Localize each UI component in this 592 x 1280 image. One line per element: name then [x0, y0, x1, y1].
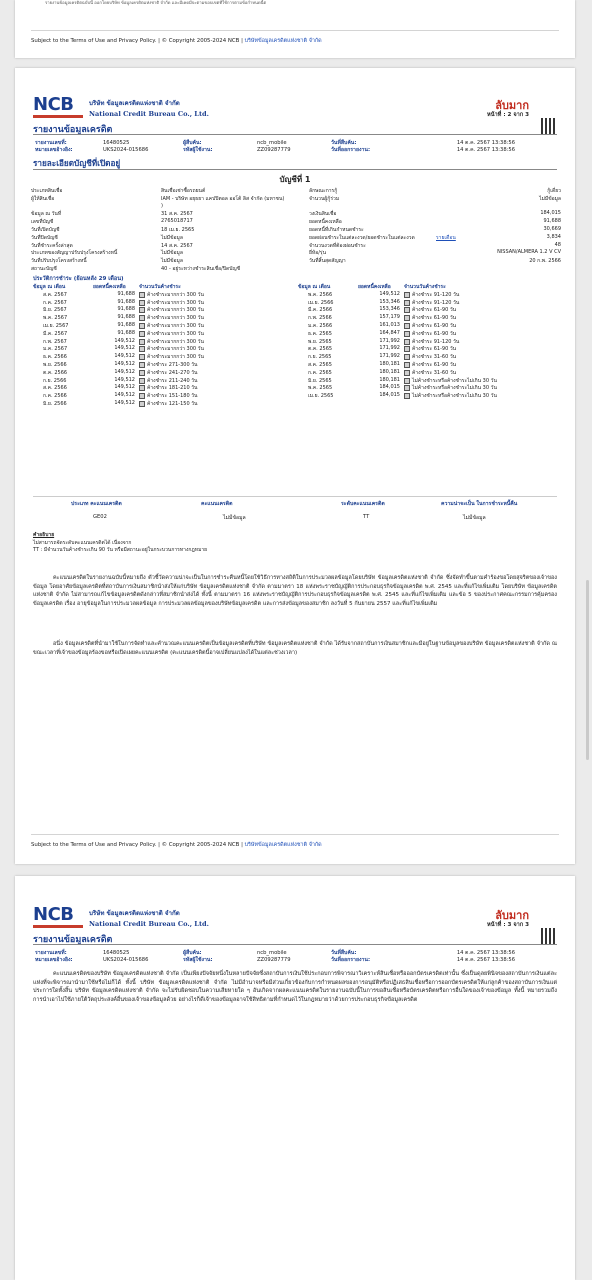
section-title: รายละเอียดบัญชีที่เปิดอยู่: [33, 158, 121, 168]
detail-value: 2765018717: [161, 218, 193, 225]
detail-label: ยอดหนี้ที่เกินกำหนดชำระ: [309, 226, 364, 233]
status-box-icon: [404, 346, 410, 352]
status-box-icon: [404, 300, 410, 306]
history-row: เม.ย. 2565 184,015 ไม่ค้างชำระหรือค้างชำระไม่เกิน 30 วัน: [308, 392, 497, 400]
history-column: [33, 283, 283, 408]
history-row: ก.ค. 2566 149,512 ค้างชำระ 151-180 วัน: [43, 392, 198, 400]
detail-value: สินเชื่อเช่าซื้อรถยนต์: [161, 188, 206, 194]
status-box-icon: [404, 315, 410, 321]
detail-row: [31, 257, 561, 265]
detail-label: วันที่เปิดบัญชี: [31, 226, 60, 233]
status-box-icon: [139, 370, 145, 376]
page-number: หน้าที่ : 2 จาก 3: [487, 112, 529, 118]
detail-label: วันที่ปรับปรุงโครงสร้างหนี้: [31, 258, 87, 265]
report-title: รายงานข้อมูลเครดิต: [33, 125, 113, 135]
score-value-cell: ไม่มีข้อมูล: [223, 515, 246, 521]
company-name: บริษัท ข้อมูลเครดิตแห่งชาติ จำกัด National Credit Bureau Co., Ltd.: [89, 100, 209, 118]
confidential-label: ลับมาก: [495, 99, 529, 112]
detail-label: วงเงินสินเชื่อ: [309, 211, 337, 218]
status-box-icon: [404, 323, 410, 329]
report-header: [33, 96, 557, 140]
detail-value: 30,669: [543, 225, 561, 232]
report-meta: รายงานเลขที่: 16480525 ผู้สืบค้น: ncb_mobile วันที่สืบค้น: 14 ต.ค. 2567 13:38:56 หมายเลขอ้างอิง: UKS2024-015686 รหัสผู้ใช้งาน: ZZ09287779 วันที่ออกรายงาน: 14 ต.ค. 2567 13:38:56: [35, 139, 515, 153]
detail-label: วันที่สิ้นสุดสัญญา: [309, 258, 346, 265]
history-row: พ.ค. 2567 91,688 ค้างชำระมากกว่า 300 วัน: [43, 314, 204, 322]
status-box-icon: [139, 307, 145, 313]
history-row: ก.ย. 2565 171,992 ค้างชำระ 31-60 วัน: [308, 353, 457, 361]
report-header: [33, 906, 557, 950]
history-row: ก.พ. 2566 157,179 ค้างชำระ 61-90 วัน: [308, 314, 457, 322]
detail-label: ประเภทของสัญญาปรับปรุงโครงสร้างหนี้: [31, 250, 118, 257]
score-value-cell: TT: [363, 514, 370, 520]
detail-label: จำนวนงวดที่ต้องผ่อนชำระ: [309, 242, 366, 249]
installment-type-link[interactable]: รายเดือน: [436, 234, 456, 241]
detail-value: 18 เม.ย. 2565: [161, 226, 195, 233]
page-number: หน้าที่ : 3 จาก 3: [487, 922, 529, 928]
footer-link[interactable]: บริษัทข้อมูลเครดิตแห่งชาติ จำกัด: [244, 38, 322, 44]
history-row: ส.ค. 2567 91,688 ค้างชำระมากกว่า 300 วัน: [43, 290, 204, 298]
report-title: รายงานข้อมูลเครดิต: [33, 935, 113, 945]
history-row: ม.ค. 2566 161,013 ค้างชำระ 61-90 วัน: [308, 321, 457, 329]
detail-row: [31, 210, 561, 218]
history-row: ก.พ. 2567 149,512 ค้างชำระมากกว่า 300 วัน: [43, 337, 204, 345]
detail-label: เลขที่บัญชี: [31, 219, 54, 226]
status-box-icon: [139, 401, 145, 407]
detail-value: 48: [554, 241, 561, 248]
report-meta: รายงานเลขที่: 16480525 ผู้สืบค้น: ncb_mobile วันที่สืบค้น: 14 ต.ค. 2567 13:38:56 หมายเลขอ้างอิง: UKS2024-015686 รหัสผู้ใช้งาน: ZZ09287779 วันที่ออกรายงาน: 14 ต.ค. 2567 13:38:56: [35, 949, 515, 963]
score-value-cell: ไม่มีข้อมูล: [463, 515, 486, 521]
detail-label: วันที่ปิดบัญชี: [31, 234, 58, 241]
detail-row: [31, 195, 561, 203]
detail-label: ข้อมูล ณ วันที่: [31, 211, 62, 218]
status-box-icon: [139, 393, 145, 399]
score-header-cell: ระดับคะแนนเครดิต: [341, 501, 385, 507]
detail-value: ไม่มีข้อมูล: [539, 195, 561, 202]
status-box-icon: [404, 292, 410, 298]
detail-value: ไม่มีข้อมูล: [161, 234, 183, 241]
detail-label: ลักษณะการกู้: [309, 188, 338, 194]
history-row: ธ.ค. 2565 164,847 ค้างชำระ 61-90 วัน: [308, 329, 457, 337]
history-row: ต.ค. 2565 171,992 ค้างชำระ 61-90 วัน: [308, 345, 457, 353]
history-row: เม.ย. 2566 153,346 ค้างชำระ 91-120 วัน: [308, 298, 460, 306]
status-box-icon: [139, 315, 145, 321]
company-name: บริษัท ข้อมูลเครดิตแห่งชาติ จำกัด National Credit Bureau Co., Ltd.: [89, 910, 209, 928]
history-row: พ.ย. 2565 171,992 ค้างชำระ 91-120 วัน: [308, 337, 460, 345]
page-footer: Subject to the Terms of Use and Privacy Policy. | © Copyright 2005-2024 NCB | บริษัทข้อมูลเครดิตแห่งชาติ จำกัด: [31, 30, 559, 45]
detail-value: กู้เดี่ยว: [547, 188, 561, 194]
history-row: มิ.ย. 2567 91,688 ค้างชำระมากกว่า 300 วัน: [43, 306, 204, 314]
history-row: มิ.ย. 2565 180,181 ไม่ค้างชำระหรือค้างชำระไม่เกิน 30 วัน: [308, 376, 497, 384]
history-row: มี.ค. 2567 91,688 ค้างชำระมากกว่า 300 วัน: [43, 329, 204, 337]
status-box-icon: [404, 378, 410, 384]
detail-label: ยี่ห้อ/รุ่น: [309, 250, 327, 257]
history-row: ต.ค. 2566 149,512 ค้างชำระ 241-270 วัน: [43, 368, 198, 376]
detail-label: ยอดผ่อนชำระในแต่ละงวด/ยอดชำระในแต่ละงวด: [309, 234, 415, 241]
ncb-logo: NCB: [33, 96, 85, 120]
status-box-icon: [404, 354, 410, 360]
detail-value: 91,688: [543, 218, 561, 225]
detail-row: [31, 249, 561, 257]
history-header: ข้อมูล ณ เดือน ยอดหนี้คงเหลือ จำนวนวันค้างชำระ: [33, 284, 181, 290]
status-box-icon: [139, 354, 145, 360]
history-row: มิ.ย. 2566 149,512 ค้างชำระ 121-150 วัน: [43, 399, 198, 407]
history-row: ส.ค. 2565 180,181 ค้างชำระ 61-90 วัน: [308, 360, 457, 368]
detail-row: [31, 203, 561, 211]
status-box-icon: [139, 331, 145, 337]
status-box-icon: [139, 323, 145, 329]
status-box-icon: [404, 331, 410, 337]
detail-label: สถานะบัญชี: [31, 265, 57, 272]
detail-label: ผู้ให้สินเชื่อ: [31, 195, 55, 202]
history-row: พ.ค. 2566 149,512 ค้างชำระ 91-120 วัน: [308, 290, 460, 298]
detail-value: ): [161, 202, 163, 209]
history-title: ประวัติการชำระ (ย้อนหลัง 29 เดือน): [33, 276, 124, 282]
disclaimer-paragraph-3: คะแนนเครดิตของบริษัท ข้อมูลเครดิตแห่งชาติ จำกัด เป็นเพียงปัจจัยหนึ่งในหลายปัจจัยซึ่งสถาบันการเงินใช้ประกอบการพิจารณาวิเคราะห์สินเชื่อหรือออกบัตรเครดิตเท่านั้น ซึ่งเป็นดุลยพินิจของสถาบันการเงินแต่ละแห่งที่จะพิจารณานำมาใช้หรือไม่ก็ได้ ทั้งนี้ บริษัท ข้อมูลเครดิตแห่งชาติ จำกัด ไม่มีอำนาจหรือมีส่วนเกี่ยวข้องกับการกำหนดผลของการอนุมัติหรือปฏิเสธสินเชื่อหรือการออกบัตรเครดิตให้แก่ลูกค้าของสถาบันการเงินแต่ประการใดทั้งสิ้น บริษัท ข้อมูลเครดิตแห่งชาติ จำกัด จะไม่รับผิดชอบในความเสียหายใด ๆ อันเกิดจากผลคะแนนเครดิตในรายงานฉบับนี้ในการขอสินเชื่อหรือบัตรเครดิตหรือการอื่นใดของเจ้าของข้อมูล ทั้งนี้ หมายรวมถึงการนำเอาไปใช้ภายใต้วัตถุประสงค์อื่นของเจ้าของข้อมูลด้วย อย่างไรก็ดีเจ้าของข้อมูลอาจใช้สิทธิตามที่กำหนดไว้ในกฎหมายว่าด้วยการประกอบธุรกิจข้อมูลเครดิต: [33, 971, 557, 1003]
detail-value: ไม่มีข้อมูล: [161, 258, 183, 265]
status-box-icon: [139, 300, 145, 306]
history-row: ส.ค. 2566 149,512 ค้างชำระ 181-210 วัน: [43, 384, 198, 392]
qr-code-icon: [541, 928, 557, 944]
status-box-icon: [139, 346, 145, 352]
score-header-cell: ประเภท คะแนนเครดิต: [71, 501, 122, 507]
status-box-icon: [139, 385, 145, 391]
legend: คำอธิบาย ไม่สามารถจัดระดับคะแนนเครดิตได้ เนื่องจาก TT : มีจำนวนวันค้างชำระเกิน 90 วัน หรือมีสถานะอยู่ในกระบวนการทางกฎหมาย: [33, 532, 208, 553]
payment-history: [33, 283, 563, 408]
detail-row: [31, 265, 561, 273]
status-box-icon: [404, 362, 410, 368]
disclaimer-paragraph-2: อนึ่ง ข้อมูลเครดิตที่นำมาใช้ในการจัดทำและคำนวณคะแนนเครดิตเป็นข้อมูลเครดิตที่บริษัท ข้อมูลเครดิตแห่งชาติ จำกัด ได้รับจากสถาบันการเงินสมาชิกและมีอยู่ในฐานข้อมูลของบริษัท ข้อมูลเครดิตแห่งชาติ จำกัด ณ ขณะเวลาที่เจ้าของข้อมูลร้องขอหรือเปิดเผยคะแนนเครดิต (คะแนนเครดิตนี้อาจเปลี่ยนแปลงได้ในแต่ละช่วงเวลา): [33, 641, 557, 656]
history-row: ม.ค. 2567 149,512 ค้างชำระมากกว่า 300 วัน: [43, 345, 204, 353]
status-box-icon: [139, 339, 145, 345]
disclaimer-paragraph-1: คะแนนเครดิตในรายงานฉบับนี้หมายถึง ตัวชี้วัดความน่าจะเป็นในการชำระคืนหนี้โดยใช้วิธีการทางสถิติในการประมวลผลข้อมูลโดยบริษัท ข้อมูลเครดิตแห่งชาติ จำกัด ซึ่งจัดทำขึ้นตามคำร้องขอโดยสุจริตของเจ้าของข้อมูล โดยอาศัยข้อมูลเครดิตที่สถาบันการเงินสมาชิกนำส่งให้แก่บริษัท ข้อมูลเครดิตแห่งชาติ จำกัด ตามมาตรา 18 แห่งพระราชบัญญัติการประกอบธุรกิจข้อมูลเครดิต พ.ศ. 2545 และที่แก้ไขเพิ่มเติม โดยบริษัท ข้อมูลเครดิตแห่งชาติ จำกัด ไม่สามารถแก้ไขข้อมูลเครดิตดังกล่าวที่สมาชิกนำส่งได้ ทั้งนี้ ตามมาตรา 16 แห่งพระราชบัญญัติการประกอบธุรกิจข้อมูลเครดิต พ.ศ. 2545 และที่แก้ไขเพิ่มเติม และข้อ 5 ของประกาศคณะกรรมการคุ้มครองข้อมูลเครดิต เรื่อง อายุข้อมูลในการประมวลผลข้อมูล การประมวลผลข้อมูลของบริษัทข้อมูลเครดิต และการส่งข้อมูลของสมาชิก ลงวันที่ 5 กันยายน 2557 และที่แก้ไขเพิ่มเติม: [33, 575, 557, 607]
history-row: เม.ย. 2567 91,688 ค้างชำระมากกว่า 300 วัน: [43, 321, 204, 329]
account-details: [31, 187, 561, 273]
detail-value: 40 - อยู่ระหว่างชำระสินเชื่อ/ปิดบัญชี: [161, 265, 241, 272]
status-box-icon: [404, 385, 410, 391]
detail-value: 14 ส.ค. 2567: [161, 242, 193, 249]
detail-value: 20 ก.พ. 2566: [529, 258, 561, 265]
detail-label: ประเภทสินเชื่อ: [31, 188, 63, 194]
status-box-icon: [139, 378, 145, 384]
history-row: ก.ค. 2567 91,688 ค้างชำระมากกว่า 300 วัน: [43, 298, 204, 306]
history-row: ธ.ค. 2566 149,512 ค้างชำระมากกว่า 300 วัน: [43, 353, 204, 361]
scrollbar[interactable]: [586, 580, 589, 760]
report-page-3: [15, 876, 575, 1280]
history-column: [298, 283, 548, 400]
detail-value: 184,015: [540, 210, 561, 217]
detail-label: วันที่ชำระครั้งล่าสุด: [31, 242, 73, 249]
detail-label: ยอดหนี้คงเหลือ: [309, 219, 342, 226]
detail-row: [31, 218, 561, 226]
detail-value: NISSAN/ALMERA 1.2 V CV: [497, 249, 561, 256]
status-box-icon: [404, 393, 410, 399]
detail-row: [31, 187, 561, 195]
detail-value: 3,834: [546, 233, 561, 240]
detail-value: 31 ส.ค. 2567: [161, 211, 193, 218]
detail-value: ไม่มีข้อมูล: [161, 250, 183, 257]
score-header-cell: คะแนนเครดิต: [201, 501, 233, 507]
ncb-logo: NCB: [33, 906, 85, 930]
confidential-label: ลับมาก: [495, 909, 529, 922]
status-box-icon: [139, 292, 145, 298]
detail-label: จำนวนผู้กู้ร่วม: [309, 195, 340, 202]
history-row: ก.ค. 2565 180,181 ค้างชำระ 31-60 วัน: [308, 368, 457, 376]
report-page-1: [15, 0, 575, 58]
history-row: มี.ค. 2566 153,346 ค้างชำระ 61-90 วัน: [308, 306, 457, 314]
history-row: พ.ค. 2565 184,015 ไม่ค้างชำระหรือค้างชำระไม่เกิน 30 วัน: [308, 384, 497, 392]
detail-row: [31, 234, 561, 242]
top-note: รายงานข้อมูลเครดิตฉบับนี้ ออกโดยบริษัท ข้อมูลเครดิตแห่งชาติ จำกัด และมีเคดมีจะตามขอบเขตที่ใช้การตามข้อกำหนดนี้ต: [45, 0, 267, 5]
page-footer: Subject to the Terms of Use and Privacy Policy. | © Copyright 2005-2024 NCB | บริษัทข้อมูลเครดิตแห่งชาติ จำกัด: [31, 834, 559, 849]
history-row: พ.ย. 2566 149,512 ค้างชำระ 271-300 วัน: [43, 360, 198, 368]
account-title: บัญชีที่ 1: [279, 175, 311, 184]
score-value-cell: GE02: [93, 514, 107, 520]
status-box-icon: [404, 370, 410, 376]
qr-code-icon: [541, 118, 557, 134]
score-header-cell: ความน่าจะเป็น ในการชำระหนี้คืน: [441, 501, 518, 507]
status-box-icon: [404, 339, 410, 345]
history-row: ก.ย. 2566 149,512 ค้างชำระ 211-240 วัน: [43, 376, 198, 384]
history-header: ข้อมูล ณ เดือน ยอดหนี้คงเหลือ จำนวนวันค้างชำระ: [298, 284, 446, 290]
status-box-icon: [139, 362, 145, 368]
detail-row: [31, 226, 561, 234]
detail-value: IAM - บริษัท อยุธยา แคปปิตอล ออโต้ ลิส จำกัด (มหาชน): [161, 195, 285, 202]
report-page-2: [15, 68, 575, 864]
status-box-icon: [404, 307, 410, 313]
detail-row: [31, 242, 561, 250]
footer-link[interactable]: บริษัทข้อมูลเครดิตแห่งชาติ จำกัด: [244, 842, 322, 848]
